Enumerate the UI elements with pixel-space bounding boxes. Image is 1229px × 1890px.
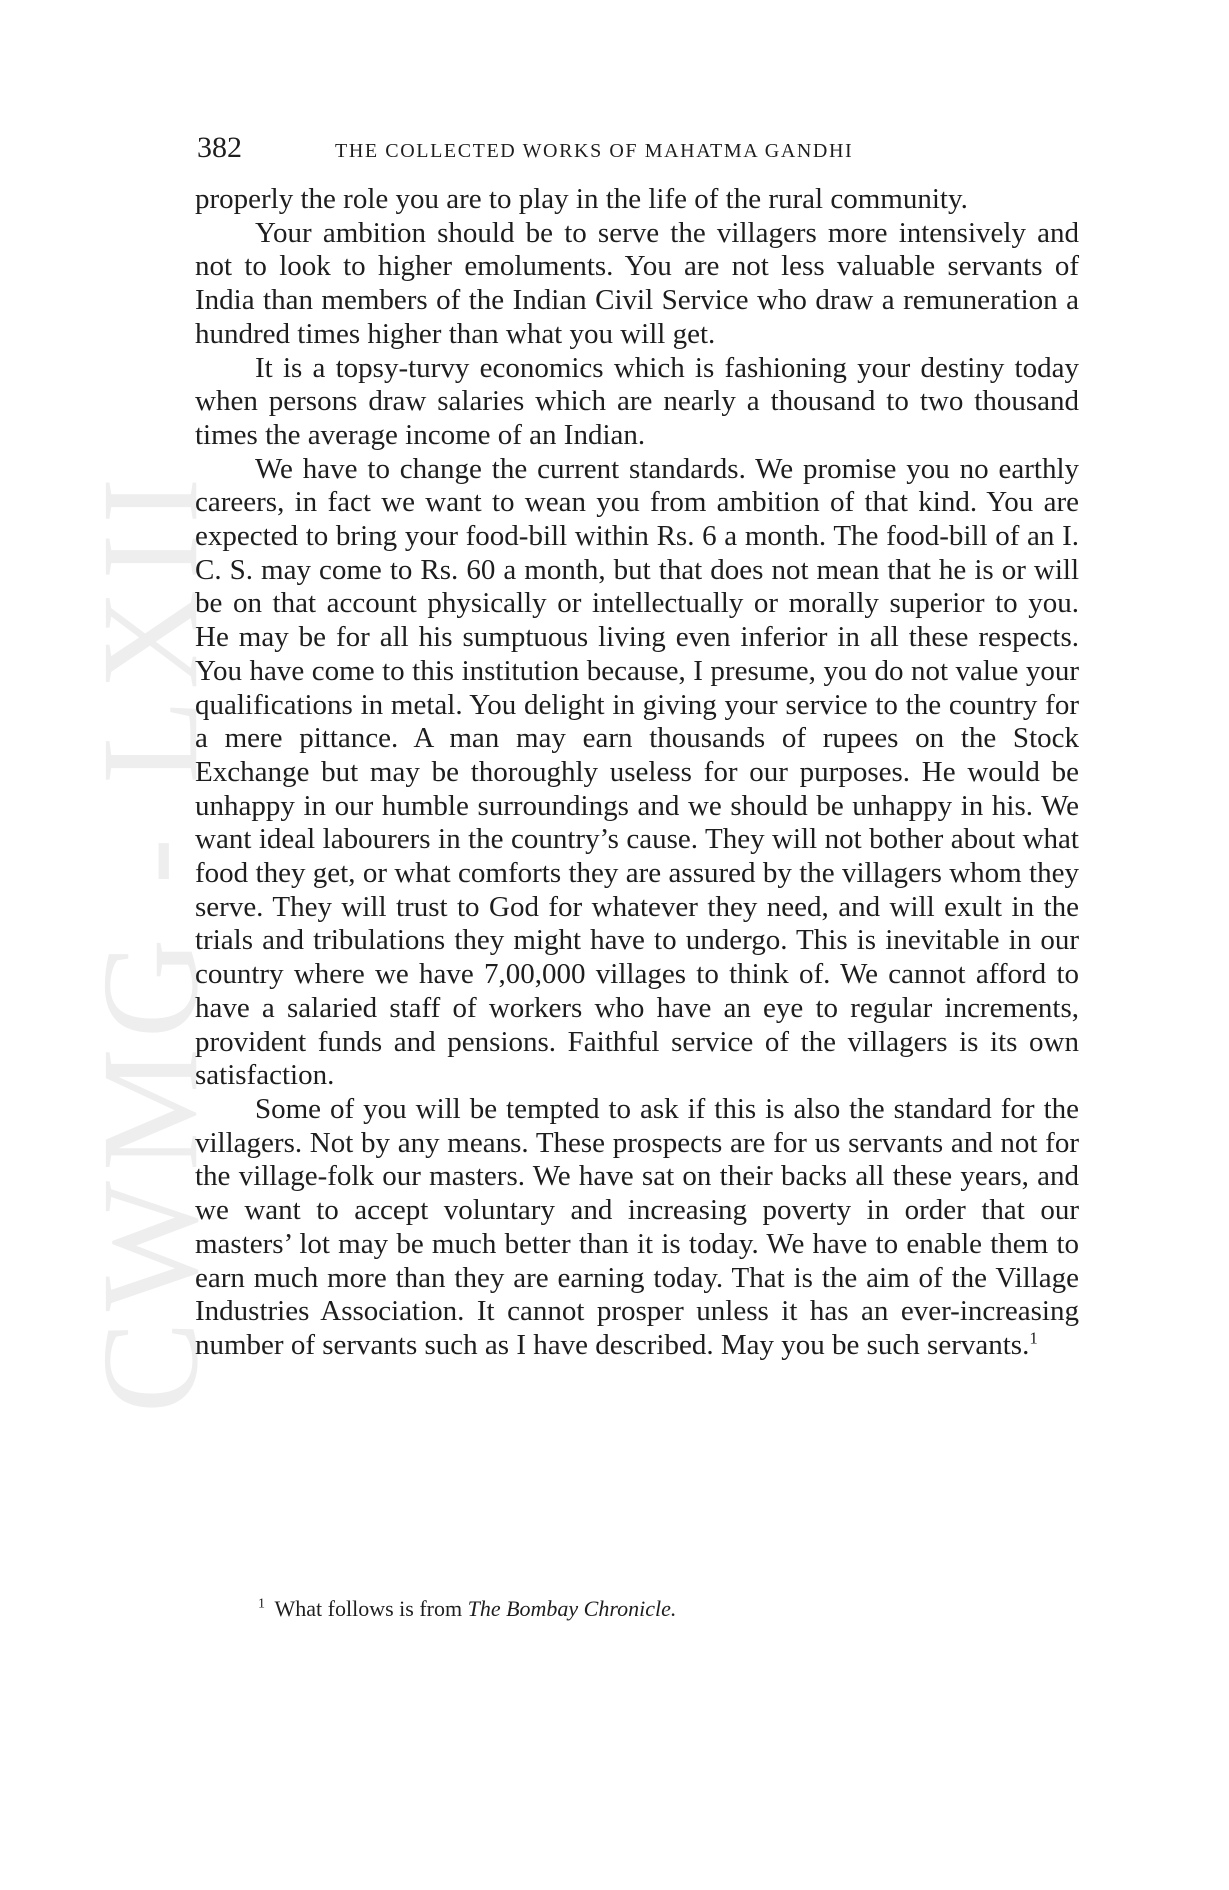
paragraph-1: properly the role you are to play in the life of the rural community.	[195, 183, 968, 215]
footnote-text: What follows is from	[274, 1596, 463, 1621]
paragraph-5-text: Some of you will be tempted to ask if this is also the standard for the villagers. Not by any means. These prospects are for us servants and not for the village-folk our masters. We have sat on their backs all these years, and we want to accept voluntary and increasing poverty in order that our masters’ lot may be much better than it is today. We have to enable them to earn much more than they are earning today. That is the aim of the Village Industries Association. It cannot prosper unless it has an ever-increasing number of servants such as I have described. May you be such servants.	[195, 1092, 1079, 1361]
footnote-reference: 1	[1029, 1328, 1038, 1348]
paragraph-5	[195, 1093, 1079, 1363]
paragraph-4: We have to change the current standards. We promise you no earthly careers, in fact we want to wean you from ambition of that kind. You are expected to bring your food-bill within Rs. 6 a month. The food-bill of an I. C. S. may come to Rs. 60 a month, but that does not mean that he is or will be on that account physically or intellectually or morally superior to you. He may be for all his sumptuous living even inferior in all these respects. You have come to this institution because, I presume, you do not value your qualifications in metal. You delight in giving your service to the country for a mere pittance. A man may earn thousands of rupees on the Stock Exchange but may be thoroughly useless for our purposes. He would be unhappy in our humble surroundings and we should be unhappy in his. We want ideal labourers in the country’s cause. They will not bother about what food they get, or what comforts they are assured by the villagers whom they serve. They will trust to God for whatever they need, and will exult in the trials and tribulations they might have to undergo. This is inevitable in our country where we have 7,00,000 villages to think of. We cannot afford to have a salaried staff of workers who have an eye to regular increments, provident funds and pensions. Faithful service of the villagers is its own satisfaction.	[195, 452, 1079, 1092]
page-header	[197, 128, 1077, 168]
paragraph-3: It is a topsy-turvy economics which is fashioning your destiny today when persons draw salaries which are nearly a thousand to two thousand times the average income of an Indian.	[195, 351, 1079, 451]
page-number: 382	[197, 131, 242, 164]
footnote-marker: 1	[258, 1596, 265, 1612]
watermark-text: CWMG - LXII	[73, 467, 227, 1413]
body-text	[195, 183, 1079, 1363]
footnote-source: The Bombay Chronicle.	[467, 1596, 677, 1621]
footnote	[258, 1594, 676, 1624]
running-head: THE COLLECTED WORKS OF MAHATMA GANDHI	[335, 140, 854, 162]
paragraph-2: Your ambition should be to serve the villagers more intensively and not to look to higher emoluments. You are not less valuable servants of India than members of the Indian Civil Service who draw a remuneration a hundred times higher than what you will get.	[195, 216, 1079, 350]
